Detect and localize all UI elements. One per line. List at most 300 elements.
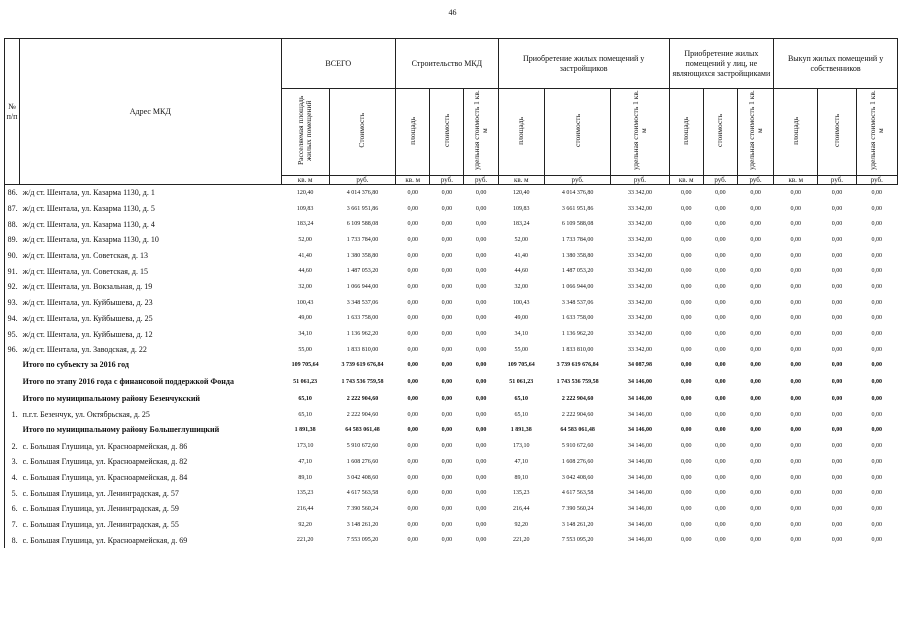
row-value: 92,20 [514, 521, 529, 528]
unit-label: руб. [464, 176, 498, 185]
row-value: 34 146,00 [627, 521, 652, 528]
row-value: 0,00 [441, 268, 453, 275]
sub-unit-cost: удельная стоимость 1 кв. м [630, 90, 648, 171]
row-value: 0,00 [475, 268, 487, 275]
row-address: с. Большая Глушица, ул. Ленинградская, д. 57 [22, 488, 179, 498]
row-value: 32,00 [514, 283, 529, 290]
sub-area: площадь [407, 116, 417, 145]
sub-resettled-area: Расселяемая площадь жилых помещений [296, 95, 314, 166]
row-value: 34,10 [514, 331, 529, 338]
group-construction-header: Строительство МКД [396, 39, 499, 89]
row-value: 0,00 [475, 221, 487, 228]
row-value: 0,00 [871, 443, 883, 450]
group-acq-non-developers-header: Приобретение жилых помещений у лиц, не являющихся застройщиками [669, 39, 774, 89]
row-value: 34 146,00 [627, 490, 652, 497]
row-value: 34 146,00 [627, 427, 652, 434]
row-address: Итого по муниципальному району Большеглушицкий [22, 425, 220, 435]
row-value: 64 583 061,48 [560, 427, 595, 434]
row-address: ж/д ст. Шентала, ул. Советская, д. 15 [22, 266, 148, 276]
row-number: 8. [11, 535, 18, 545]
row-value: 0,00 [680, 396, 692, 403]
row-value: 0,00 [790, 331, 802, 338]
row-value: 92,20 [298, 521, 312, 528]
row-value: 0,00 [750, 411, 761, 418]
row-value: 0,00 [407, 331, 418, 338]
row-value: 0,00 [871, 346, 883, 353]
row-value: 33 342,00 [627, 331, 652, 338]
row-value: 0,00 [831, 252, 843, 259]
row-value: 3 348 537,06 [346, 299, 379, 306]
row-value: 0,00 [715, 268, 726, 275]
row-value: 0,00 [790, 221, 802, 228]
row-value: 0,00 [871, 236, 883, 243]
row-value: 0,00 [680, 268, 692, 275]
row-address: ж/д ст. Шентала, ул. Казарма 1130, д. 10 [22, 235, 159, 245]
row-value: 0,00 [831, 396, 843, 403]
row-value: 0,00 [871, 362, 883, 369]
row-value: 3 042 408,60 [346, 474, 379, 481]
row-value: 0,00 [441, 411, 453, 418]
row-value: 0,00 [750, 396, 761, 403]
row-value: 0,00 [407, 521, 418, 528]
unit-label: руб. [544, 176, 610, 185]
row-value: 0,00 [680, 236, 692, 243]
row-number: 93. [7, 298, 18, 308]
row-value: 0,00 [790, 396, 802, 403]
row-value: 3 148 261,20 [561, 521, 594, 528]
row-value: 55,00 [514, 346, 529, 353]
row-value: 0,00 [750, 346, 761, 353]
row-value: 0,00 [475, 396, 487, 403]
row-value: 1 733 784,00 [561, 236, 594, 243]
row-value: 0,00 [790, 490, 802, 497]
row-value: 0,00 [441, 283, 453, 290]
row-value: 0,00 [680, 331, 692, 338]
row-value: 0,00 [475, 458, 487, 465]
row-value: 0,00 [790, 268, 802, 275]
row-value: 1 487 053,20 [346, 268, 379, 275]
row-value: 0,00 [441, 189, 453, 196]
table-row [5, 201, 898, 217]
row-value: 0,00 [750, 490, 761, 497]
row-value: 0,00 [750, 236, 761, 243]
row-value: 0,00 [407, 205, 418, 212]
row-number: 87. [7, 204, 18, 214]
row-value: 0,00 [790, 427, 802, 434]
row-value: 34 146,00 [627, 396, 652, 403]
row-value: 221,20 [513, 537, 530, 544]
page-number: 46 [448, 8, 457, 17]
row-value: 1 608 276,60 [561, 458, 594, 465]
table-row [5, 263, 898, 279]
sub-area: площадь [516, 116, 526, 145]
row-value: 0,00 [680, 537, 692, 544]
row-value: 120,40 [296, 189, 314, 196]
row-value: 34 146,00 [627, 379, 652, 386]
row-value: 0,00 [750, 474, 761, 481]
row-value: 0,00 [831, 331, 843, 338]
row-address: ж/д ст. Шентала, ул. Куйбышева, д. 25 [22, 313, 153, 323]
row-value: 0,00 [790, 443, 802, 450]
row-value: 0,00 [831, 315, 843, 322]
row-address: ж/д ст. Шентала, ул. Казарма 1130, д. 5 [22, 204, 155, 214]
table-row [5, 279, 898, 295]
row-value: 135,23 [296, 490, 314, 497]
row-value: 64 583 061,48 [345, 427, 380, 434]
row-value: 0,00 [407, 283, 418, 290]
row-value: 0,00 [407, 346, 418, 353]
row-value: 44,60 [298, 268, 312, 275]
row-value: 33 342,00 [627, 252, 652, 259]
unit-label: руб. [703, 176, 737, 185]
row-value: 0,00 [680, 221, 692, 228]
row-address: п.г.т. Безенчук, ул. Октябрьская, д. 25 [22, 410, 150, 420]
row-value: 0,00 [750, 443, 761, 450]
row-value: 0,00 [831, 268, 843, 275]
unit-label: руб. [329, 176, 395, 185]
row-value: 0,00 [831, 221, 843, 228]
row-value: 0,00 [441, 458, 453, 465]
row-value: 0,00 [715, 474, 726, 481]
row-value: 1 743 536 759,58 [341, 379, 384, 386]
row-number: 92. [7, 282, 18, 292]
row-value: 109,83 [513, 205, 530, 212]
row-value: 65,10 [298, 411, 312, 418]
row-value: 109,83 [296, 205, 314, 212]
row-number: 2. [11, 441, 18, 451]
row-value: 4 617 563,58 [346, 490, 379, 497]
row-value: 3 148 261,20 [346, 521, 379, 528]
row-value: 0,00 [680, 443, 692, 450]
row-value: 34 146,00 [627, 443, 652, 450]
row-number: 3. [11, 457, 18, 467]
row-value: 0,00 [441, 474, 453, 481]
row-value: 0,00 [750, 379, 761, 386]
row-value: 0,00 [407, 537, 418, 544]
table-row [5, 470, 898, 486]
row-value: 49,00 [514, 315, 529, 322]
row-value: 1 743 536 759,58 [556, 379, 599, 386]
row-value: 55,00 [298, 346, 312, 353]
sub-unit-cost: удельная стоимость 1 кв. м [746, 90, 764, 171]
table-row [5, 342, 898, 358]
row-value: 0,00 [750, 205, 761, 212]
row-value: 6 109 588,08 [561, 221, 594, 228]
row-value: 33 342,00 [627, 205, 652, 212]
row-value: 0,00 [715, 315, 726, 322]
row-number: 89. [7, 235, 18, 245]
row-value: 0,00 [871, 427, 883, 434]
row-value: 0,00 [831, 411, 843, 418]
row-value: 0,00 [715, 252, 726, 259]
row-value: 2 222 904,60 [561, 396, 594, 403]
row-value: 51 061,23 [509, 379, 534, 386]
row-number: 6. [11, 504, 18, 514]
row-value: 7 553 095,20 [346, 537, 379, 544]
row-value: 52,00 [298, 236, 312, 243]
row-value: 0,00 [407, 236, 418, 243]
row-value: 0,00 [831, 458, 843, 465]
row-value: 6 109 588,08 [346, 221, 379, 228]
row-value: 1 891,38 [510, 427, 532, 434]
row-value: 52,00 [514, 236, 529, 243]
row-value: 1 833 810,00 [561, 346, 594, 353]
row-value: 1 380 358,80 [561, 252, 594, 259]
row-value: 0,00 [715, 537, 726, 544]
row-number [5, 373, 20, 391]
row-value: 0,00 [475, 411, 487, 418]
row-address: ж/д ст. Шентала, ул. Заводская, д. 22 [22, 345, 147, 355]
row-value: 0,00 [790, 505, 802, 512]
row-value: 173,10 [296, 443, 314, 450]
table-row [5, 501, 898, 517]
row-value: 0,00 [831, 379, 843, 386]
row-value: 0,00 [680, 427, 692, 434]
sub-area: площадь [790, 116, 800, 145]
row-value: 0,00 [715, 283, 726, 290]
row-address: ж/д ст. Шентала, ул. Куйбышева, д. 23 [22, 298, 153, 308]
row-value: 1 066 944,00 [346, 283, 379, 290]
table-row [5, 216, 898, 232]
row-value: 7 390 560,24 [346, 505, 379, 512]
row-value: 0,00 [715, 205, 726, 212]
row-value: 0,00 [715, 521, 726, 528]
row-value: 0,00 [407, 362, 418, 369]
row-value: 2 222 904,60 [346, 396, 379, 403]
row-value: 0,00 [680, 490, 692, 497]
row-value: 34 087,98 [627, 362, 652, 369]
row-address: с. Большая Глушица, ул. Красноармейская, д. 82 [22, 457, 188, 467]
row-value: 0,00 [871, 474, 883, 481]
unit-label: руб. [856, 176, 897, 185]
total-row [5, 373, 898, 391]
row-value: 0,00 [441, 346, 453, 353]
row-value: 33 342,00 [627, 221, 652, 228]
row-value: 0,00 [750, 283, 761, 290]
row-value: 0,00 [831, 189, 843, 196]
row-value: 0,00 [871, 537, 883, 544]
row-value: 34 146,00 [627, 458, 652, 465]
row-value: 41,40 [298, 252, 312, 259]
row-value: 1 891,38 [294, 427, 316, 434]
row-value: 49,00 [298, 315, 312, 322]
row-value: 33 342,00 [627, 346, 652, 353]
sub-area: площадь [681, 116, 691, 145]
row-value: 47,10 [298, 458, 312, 465]
row-value: 0,00 [475, 315, 487, 322]
row-value: 0,00 [441, 379, 453, 386]
row-address: ж/д ст. Шентала, ул. Казарма 1130, д. 4 [22, 219, 155, 229]
row-value: 0,00 [407, 379, 418, 386]
sub-cost: стоимость [441, 114, 451, 147]
row-value: 0,00 [831, 299, 843, 306]
row-value: 0,00 [715, 379, 726, 386]
row-value: 0,00 [680, 521, 692, 528]
row-value: 4 014 376,80 [561, 189, 594, 196]
row-value: 0,00 [871, 331, 883, 338]
row-value: 0,00 [441, 205, 453, 212]
row-value: 0,00 [407, 490, 418, 497]
row-value: 0,00 [790, 189, 802, 196]
row-value: 0,00 [715, 221, 726, 228]
row-value: 0,00 [441, 315, 453, 322]
unit-label: кв. м [774, 176, 818, 185]
row-value: 173,10 [513, 443, 530, 450]
row-number: 88. [7, 219, 18, 229]
unit-label: руб. [737, 176, 773, 185]
row-value: 1 487 053,20 [561, 268, 594, 275]
table-row [5, 232, 898, 248]
row-value: 1 136 962,20 [561, 331, 594, 338]
row-value: 0,00 [680, 505, 692, 512]
table-row [5, 485, 898, 501]
row-value: 0,00 [680, 474, 692, 481]
row-value: 3 348 537,06 [561, 299, 594, 306]
unit-label: руб. [818, 176, 856, 185]
row-value: 120,40 [513, 189, 530, 196]
row-value: 0,00 [407, 458, 418, 465]
row-number: 94. [7, 313, 18, 323]
row-value: 0,00 [871, 315, 883, 322]
row-value: 0,00 [715, 299, 726, 306]
row-value: 51 061,23 [293, 379, 318, 386]
row-value: 0,00 [750, 427, 761, 434]
row-value: 1 733 784,00 [346, 236, 379, 243]
row-value: 0,00 [475, 252, 487, 259]
row-value: 89,10 [298, 474, 312, 481]
row-value: 0,00 [715, 236, 726, 243]
row-value: 7 553 095,20 [561, 537, 594, 544]
row-value: 2 222 904,60 [561, 411, 594, 418]
row-value: 221,20 [296, 537, 314, 544]
unit-label: руб. [430, 176, 464, 185]
row-number: 95. [7, 329, 18, 339]
row-value: 0,00 [750, 537, 761, 544]
row-value: 0,00 [475, 443, 487, 450]
row-value: 0,00 [750, 458, 761, 465]
sub-cost: стоимость [572, 114, 582, 147]
table-row [5, 295, 898, 311]
row-value: 34 146,00 [627, 505, 652, 512]
row-value: 2 222 904,60 [346, 411, 379, 418]
row-value: 3 661 951,86 [561, 205, 594, 212]
unit-label: кв. м [669, 176, 703, 185]
row-number [5, 423, 20, 439]
row-value: 0,00 [790, 537, 802, 544]
row-value: 0,00 [475, 189, 487, 196]
row-value: 0,00 [680, 252, 692, 259]
row-value: 0,00 [831, 537, 843, 544]
row-value: 0,00 [680, 299, 692, 306]
row-value: 0,00 [790, 362, 802, 369]
row-value: 0,00 [441, 299, 453, 306]
row-value: 1 066 944,00 [561, 283, 594, 290]
row-value: 0,00 [715, 490, 726, 497]
row-value: 0,00 [750, 331, 761, 338]
row-value: 0,00 [475, 236, 487, 243]
row-value: 3 739 619 676,84 [341, 362, 384, 369]
row-value: 33 342,00 [627, 268, 652, 275]
row-value: 0,00 [441, 221, 453, 228]
row-value: 0,00 [715, 396, 726, 403]
row-number [5, 358, 20, 374]
row-value: 0,00 [715, 427, 726, 434]
row-value: 0,00 [475, 299, 487, 306]
row-value: 0,00 [715, 346, 726, 353]
row-value: 0,00 [831, 427, 843, 434]
row-value: 0,00 [407, 411, 418, 418]
row-value: 0,00 [475, 505, 487, 512]
row-number: 91. [7, 266, 18, 276]
row-value: 1 633 758,00 [561, 315, 594, 322]
row-value: 0,00 [441, 490, 453, 497]
row-value: 33 342,00 [627, 283, 652, 290]
row-value: 0,00 [475, 427, 487, 434]
row-value: 0,00 [715, 362, 726, 369]
row-value: 0,00 [680, 379, 692, 386]
row-value: 3 661 951,86 [346, 205, 379, 212]
row-value: 32,00 [298, 283, 312, 290]
table-row [5, 311, 898, 327]
row-value: 5 910 672,60 [561, 443, 594, 450]
row-value: 0,00 [441, 537, 453, 544]
row-value: 65,10 [298, 396, 312, 403]
row-number: 1. [11, 410, 18, 420]
row-value: 100,43 [296, 299, 314, 306]
row-value: 109 705,64 [507, 362, 535, 369]
row-value: 44,60 [514, 268, 529, 275]
row-value: 0,00 [790, 315, 802, 322]
row-value: 0,00 [871, 268, 883, 275]
table-row [5, 454, 898, 470]
row-value: 183,24 [296, 221, 314, 228]
row-value: 0,00 [680, 346, 692, 353]
row-value: 0,00 [871, 379, 883, 386]
unit-label: кв. м [396, 176, 430, 185]
row-value: 0,00 [750, 252, 761, 259]
row-value: 0,00 [715, 505, 726, 512]
table-row [5, 407, 898, 423]
row-value: 0,00 [475, 205, 487, 212]
row-value: 0,00 [715, 443, 726, 450]
row-value: 0,00 [790, 252, 802, 259]
row-number: 90. [7, 251, 18, 261]
row-value: 0,00 [715, 411, 726, 418]
row-value: 0,00 [475, 490, 487, 497]
row-value: 0,00 [441, 236, 453, 243]
row-value: 0,00 [680, 189, 692, 196]
row-value: 0,00 [475, 362, 487, 369]
row-value: 0,00 [831, 205, 843, 212]
row-value: 0,00 [441, 252, 453, 259]
row-value: 0,00 [407, 396, 418, 403]
row-value: 0,00 [750, 268, 761, 275]
row-value: 0,00 [715, 458, 726, 465]
row-value: 0,00 [715, 331, 726, 338]
row-value: 0,00 [871, 490, 883, 497]
row-value: 34,10 [298, 331, 312, 338]
row-value: 3 042 408,60 [561, 474, 594, 481]
table-body [5, 185, 898, 549]
row-value: 0,00 [441, 396, 453, 403]
row-address: с. Большая Глушица, ул. Красноармейская, д. 69 [22, 535, 188, 545]
row-value: 0,00 [871, 396, 883, 403]
row-address: ж/д ст. Шентала, ул. Советская, д. 13 [22, 251, 148, 261]
row-value: 33 342,00 [627, 189, 652, 196]
row-value: 0,00 [790, 458, 802, 465]
row-value: 0,00 [831, 283, 843, 290]
row-value: 0,00 [475, 331, 487, 338]
